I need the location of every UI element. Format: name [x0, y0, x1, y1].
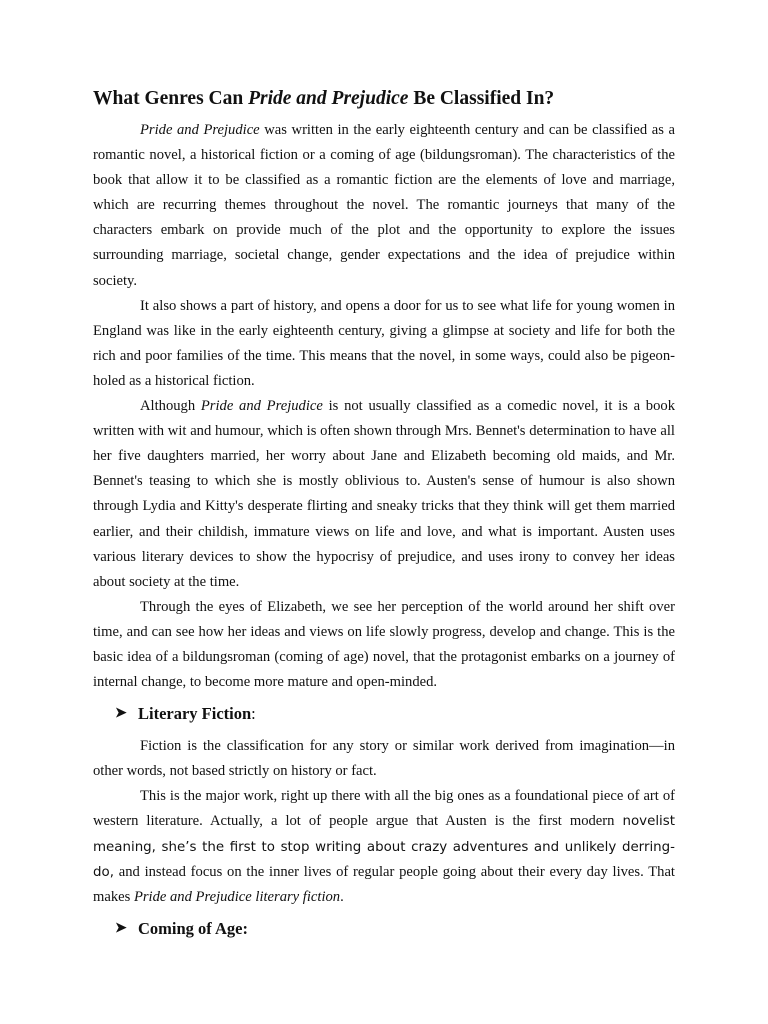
paragraph-comedic	[93, 394, 675, 595]
arrow-bullet-icon: ➤	[115, 706, 127, 722]
paragraph-major-work	[93, 784, 675, 909]
paragraph-pre: Although	[140, 398, 201, 415]
paragraph-text: was written in the early eighteenth century and can be classified as a romantic novel, a historical fiction or a coming of age (bildungsroman). The characteristics of the book that allow it to be classified as a romantic fiction are the elements of love and marriage, which are recurring themes throughout the novel. The romantic journeys that many of the characters embark on provide much of the plot and the opportunity to explore the issues surrounding marriage, societal change, gender expectations and the idea of prejudice within society.	[93, 122, 675, 289]
paragraph-historical: It also shows a part of history, and opens a door for us to see what life for young women in England was like in the early eighteenth century, giving a glimpse at society and life for both the rich and poor families of the time. This means that the novel, in some ways, could also be pigeon-holed as a historical fiction.	[93, 297, 675, 389]
section-heading-literary-fiction	[115, 701, 675, 727]
page-title	[93, 86, 733, 112]
section-heading-text: Literary Fiction	[138, 704, 252, 724]
title-book-name: Pride and Prejudice	[248, 88, 409, 109]
paragraph-end: .	[340, 888, 344, 905]
paragraph-text: This is the major work, right up there with all the big ones as a foundational piece of art of western literature. Actually, a lot of people argue that Austen is the first modern	[93, 788, 675, 830]
book-name: Pride and Prejudice	[140, 122, 260, 138]
document-body	[93, 118, 675, 949]
paragraph-text: is not usually classified as a comedic novel, it is a book written with wit and humour, which is often shown through Mrs. Bennet's determination to have all her five daughters married, her worry about Jane and Elizabeth becoming old maids, and Mr. Bennet's teasing to which she is mostly oblivious to. Austen's sense of humour is also shown through Lydia and Kitty's desperate flirting and sneaky tricks that they think will get them married earlier, and their childish, immature views on life and love, and what is important. Austen uses various literary devices to show the hypocrisy of prejudice, and uses irony to convey her ideas about society at the time.	[93, 398, 675, 590]
book-name: Pride and Prejudice	[200, 398, 323, 415]
title-pre: What Genres Can	[93, 88, 249, 109]
section-heading-coming-of-age	[115, 916, 675, 942]
paragraph-text-continued: and instead focus on the inner lives of regular people going about their every day lives. That makes	[93, 863, 675, 905]
book-name-literary-fiction: Pride and Prejudice literary fiction	[133, 888, 341, 905]
arrow-bullet-icon: ➤	[115, 920, 127, 936]
paragraph-romantic	[93, 118, 675, 294]
paragraph-bildungsroman: Through the eyes of Elizabeth, we see her perception of the world around her shift over time, and can see how her ideas and views on life slowly progress, develop and change. This is the basic idea of a bildungsroman (coming of age) novel, that the protagonist embarks on a journey of internal change, to become more mature and open-minded.	[93, 598, 675, 691]
section-heading-text: Coming of Age:	[138, 918, 248, 938]
title-post: Be Classified In?	[408, 88, 555, 109]
paragraph-fiction-definition: Fiction is the classification for any story or similar work derived from imagination—in other words, not based strictly on history or fact.	[93, 738, 675, 780]
section-heading-colon: :	[251, 704, 256, 724]
paragraph-sans-text: novelist meaning, she’s the first to stop writing about crazy adventures and unlikely derring-do,	[93, 814, 675, 880]
